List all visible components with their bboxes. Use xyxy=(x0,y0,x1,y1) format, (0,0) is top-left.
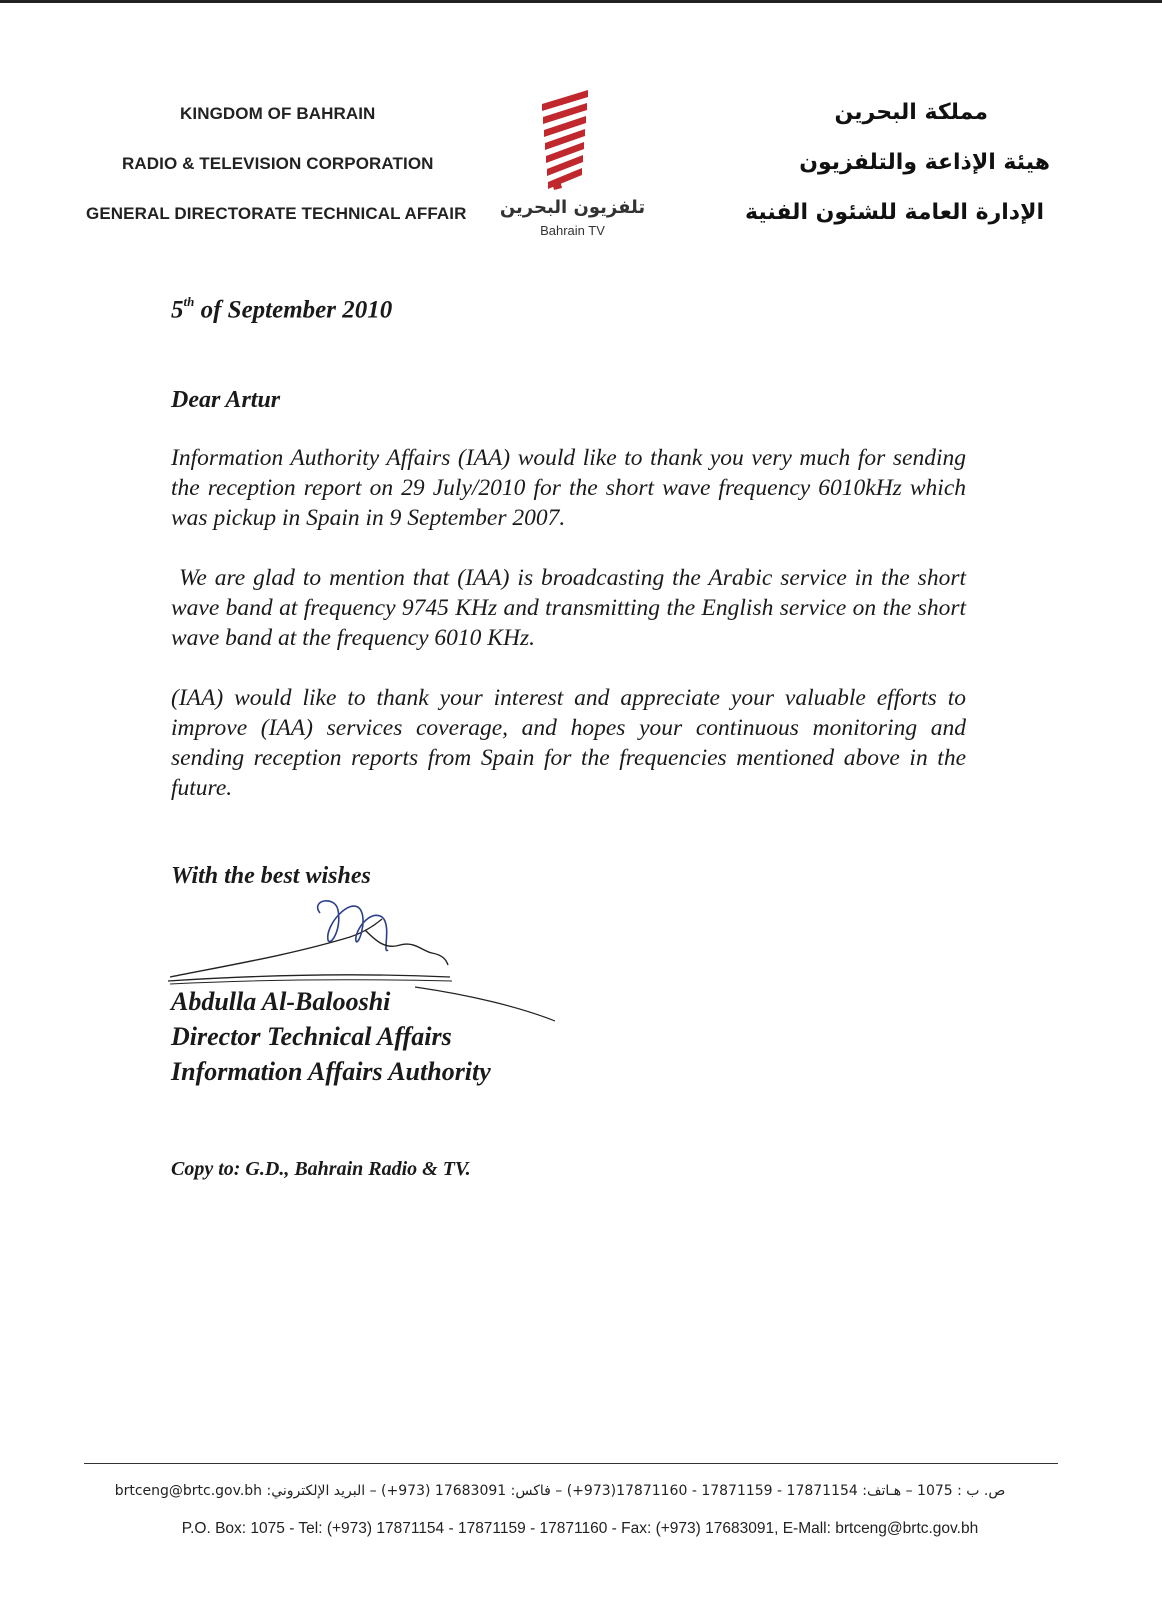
footer-arabic-contact: ص. ب : 1075 – هـاتف: 17871154 - 17871159 - 17871160(973+) – فاكس: 17683091 (973+) – البريد الإلكتروني: brtceng@brtc.gov.bh xyxy=(114,1483,1006,1499)
greeting: Dear Artur xyxy=(171,387,281,413)
letter-date: 5th of September 2010 xyxy=(171,294,393,324)
copy-to: Copy to: G.D., Bahrain Radio & TV. xyxy=(171,1158,471,1180)
header-directorate: GENERAL DIRECTORATE TECHNICAL AFFAIR xyxy=(86,204,467,223)
paragraph-1: Information Authority Affairs (IAA) would like to thank you very much for sending the reception report on 29 July/2010 for the short wave frequency 6010kHz which was pickup in Spain in 9 September 2007. xyxy=(171,445,966,531)
signer-title: Director Technical Affairs xyxy=(171,1022,452,1051)
signer-name: Abdulla Al-Balooshi xyxy=(171,987,391,1016)
paragraph-2: We are glad to mention that (IAA) is broadcasting the Arabic service in the short wave band at frequency 9745 KHz and transmitting the English service on the short wave band at the frequency 6010 KHz. xyxy=(171,565,966,651)
signer-organization: Information Affairs Authority xyxy=(171,1057,491,1086)
logo-english-text: Bahrain TV xyxy=(540,223,605,238)
bahrain-tv-logo-icon xyxy=(500,84,650,244)
closing: With the best wishes xyxy=(171,863,371,889)
footer-divider xyxy=(84,1463,1058,1464)
header-corporation: RADIO & TELEVISION CORPORATION xyxy=(122,154,434,173)
footer-english-contact: P.O. Box: 1075 - Tel: (+973) 17871154 - 17871159 - 17871160 - Fax: (+973) 17683091, E-Mall: brtceng@brtc.gov.bh xyxy=(181,1520,979,1537)
top-border xyxy=(0,0,1162,3)
header-kingdom: KINGDOM OF BAHRAIN xyxy=(180,104,376,123)
paragraph-3: (IAA) would like to thank your interest and appreciate your valuable efforts to improve (IAA) services coverage, and hopes your continuous monitoring and sending reception reports from Spain for the frequencies mentioned above in the future. xyxy=(171,685,966,801)
header-arabic-kingdom: مملكة البحرين xyxy=(834,100,988,125)
header-arabic-directorate: الإدارة العامة للشئون الفنية xyxy=(745,200,1044,225)
header-arabic-corporation: هيئة الإذاعة والتلفزيون xyxy=(799,150,1050,175)
logo-arabic-text: تلفزيون البحرين xyxy=(499,197,646,218)
